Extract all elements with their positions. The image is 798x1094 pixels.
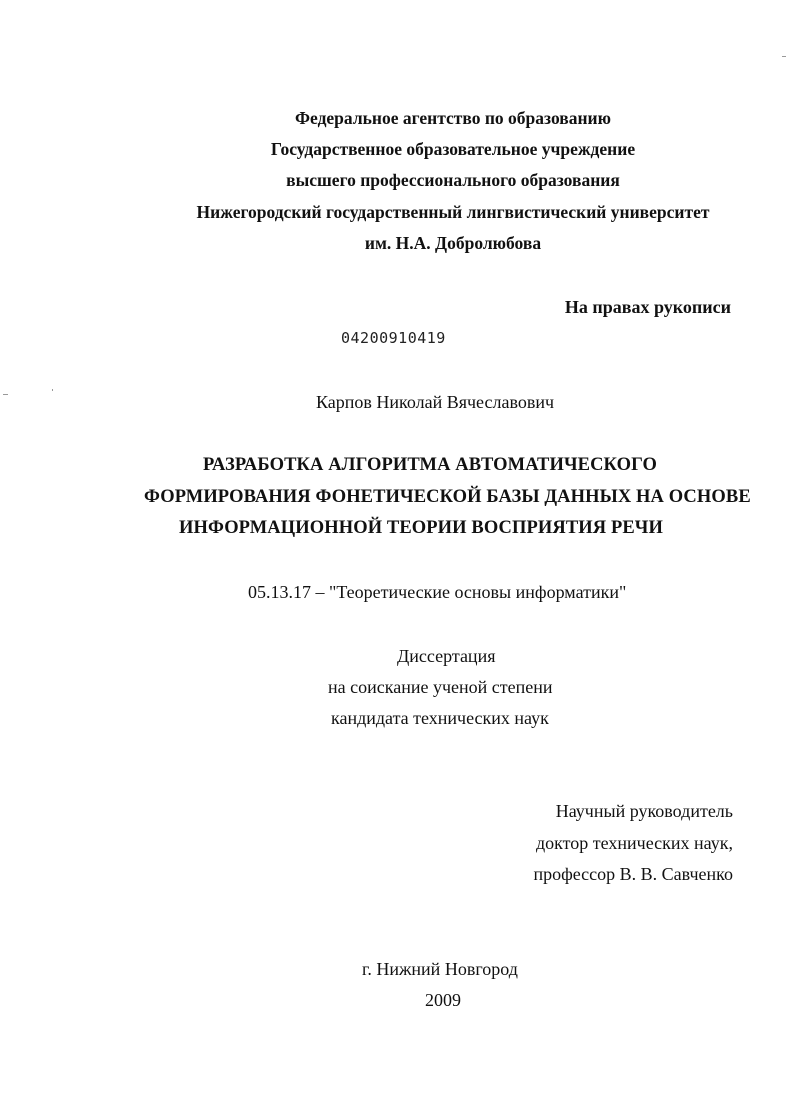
supervisor-line-1: Научный руководитель (555, 801, 733, 821)
author-name: Карпов Николай Вячеславович (316, 392, 555, 412)
scan-artifact (782, 56, 786, 57)
org-line-3: высшего профессионального образования (286, 170, 620, 190)
org-line-4: Нижегородский государственный лингвистический университет (196, 202, 710, 222)
degree-line-2: кандидата технических наук (331, 708, 549, 728)
scan-artifact (3, 394, 8, 395)
specialty: 05.13.17 – "Теоретические основы информатики" (248, 582, 627, 602)
title-line-2: ФОРМИРОВАНИЯ ФОНЕТИЧЕСКОЙ БАЗЫ ДАННЫХ НА ОСНОВЕ (144, 487, 751, 507)
year: 2009 (425, 990, 461, 1010)
title-line-1: РАЗРАБОТКА АЛГОРИТМА АВТОМАТИЧЕСКОГО (203, 455, 657, 475)
supervisor-line-2: доктор технических наук, (536, 833, 733, 853)
degree-line-1: на соискание ученой степени (328, 677, 553, 697)
manuscript-note: На правах рукописи (564, 297, 731, 317)
org-line-5: им. Н.А. Добролюбова (364, 233, 542, 253)
org-line-1: Федеральное агентство по образованию (295, 108, 611, 128)
scan-artifact (52, 389, 53, 391)
registration-number: 04200910419 (341, 329, 446, 347)
org-line-2: Государственное образовательное учреждение (270, 139, 636, 159)
dissertation-label: Диссертация (397, 646, 496, 666)
title-line-3: ИНФОРМАЦИОННОЙ ТЕОРИИ ВОСПРИЯТИЯ РЕЧИ (179, 518, 663, 538)
city: г. Нижний Новгород (362, 959, 518, 979)
supervisor-line-3: профессор В. В. Савченко (533, 864, 733, 884)
